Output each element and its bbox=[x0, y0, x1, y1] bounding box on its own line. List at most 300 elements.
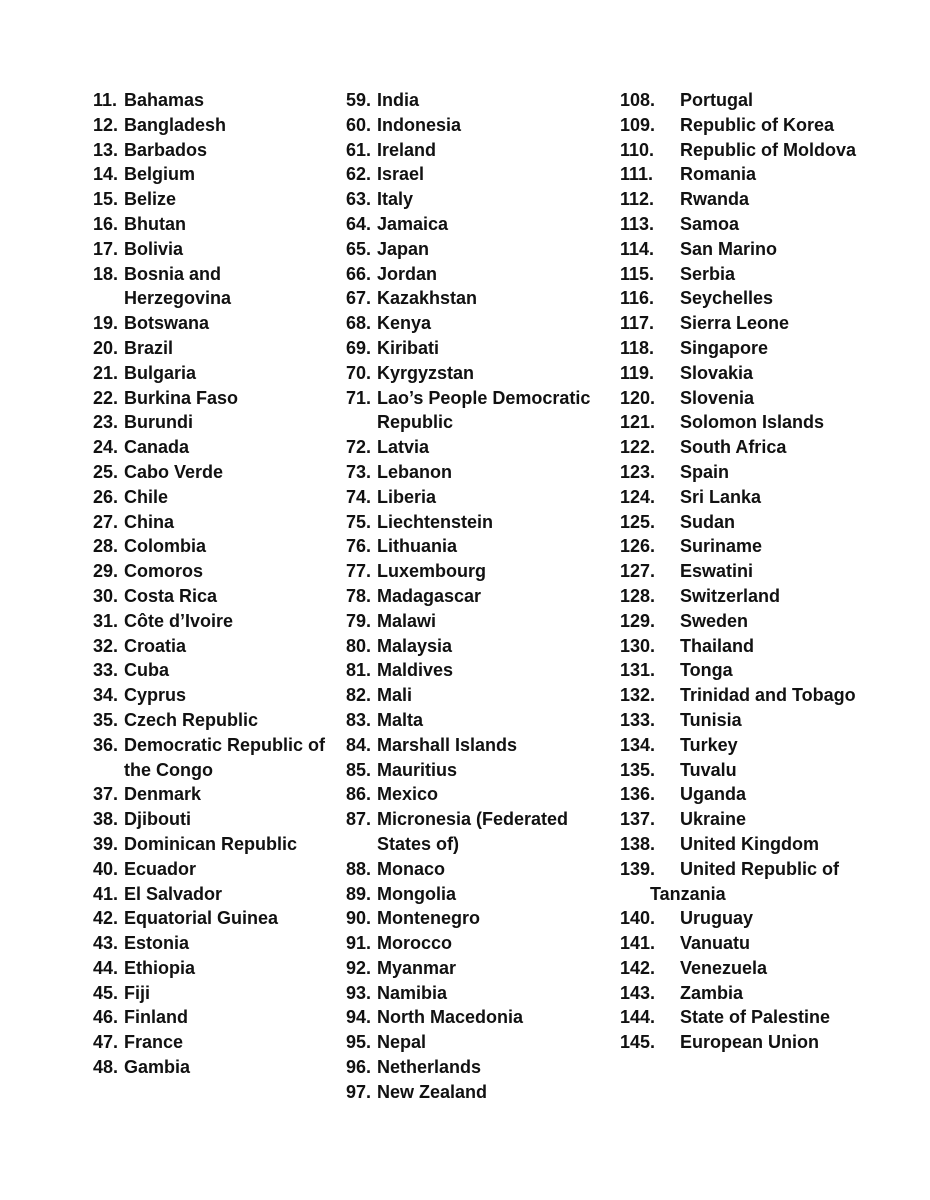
list-item bbox=[346, 1055, 606, 1080]
country-name: Costa Rica bbox=[124, 585, 218, 606]
list-item bbox=[93, 683, 333, 708]
list-item bbox=[346, 138, 606, 163]
country-name: Côte d’Ivoire bbox=[124, 610, 234, 631]
list-item bbox=[346, 906, 606, 931]
list-item bbox=[346, 336, 606, 361]
country-name: Tuvalu bbox=[680, 759, 737, 780]
item-number: 34. bbox=[93, 685, 119, 706]
list-item bbox=[346, 634, 606, 659]
country-name: Micronesia (Federated States of) bbox=[377, 809, 569, 854]
item-number: 80. bbox=[346, 635, 372, 656]
item-number: 43. bbox=[93, 933, 119, 954]
country-name: Seychelles bbox=[680, 288, 774, 309]
list-item bbox=[346, 683, 606, 708]
country-name: Barbados bbox=[124, 139, 208, 160]
country-name: Myanmar bbox=[377, 957, 457, 978]
list-item bbox=[620, 1030, 910, 1055]
country-name: Republic of Moldova bbox=[680, 139, 857, 160]
item-number: 93. bbox=[346, 982, 372, 1003]
list-item bbox=[620, 758, 910, 783]
item-number: 75. bbox=[346, 511, 372, 532]
item-number: 143. bbox=[620, 982, 656, 1003]
item-number: 141. bbox=[620, 933, 656, 954]
list-item bbox=[93, 485, 333, 510]
item-number: 115. bbox=[620, 263, 655, 284]
country-name: Ecuador bbox=[124, 858, 197, 879]
country-name: San Marino bbox=[680, 238, 778, 259]
list-item bbox=[346, 113, 606, 138]
country-name: Bhutan bbox=[124, 213, 186, 234]
country-name: Kenya bbox=[377, 313, 432, 334]
list-item bbox=[346, 286, 606, 311]
list-item bbox=[93, 708, 333, 733]
list-item bbox=[93, 956, 333, 981]
country-name: Turkey bbox=[680, 734, 738, 755]
item-number: 38. bbox=[93, 809, 119, 830]
country-name: Denmark bbox=[124, 784, 202, 805]
country-name: Namibia bbox=[377, 982, 448, 1003]
item-number: 47. bbox=[93, 1032, 119, 1053]
country-name: Lebanon bbox=[377, 461, 452, 482]
list-item bbox=[620, 782, 910, 807]
item-number: 39. bbox=[93, 833, 119, 854]
item-number: 96. bbox=[346, 1057, 372, 1078]
list-item bbox=[620, 510, 910, 535]
country-name: Bahamas bbox=[124, 90, 205, 110]
item-number: 86. bbox=[346, 784, 372, 805]
country-name: Zambia bbox=[680, 982, 744, 1003]
country-name: Tonga bbox=[680, 660, 733, 681]
item-number: 32. bbox=[93, 635, 119, 656]
country-name: Republic of Korea bbox=[680, 114, 835, 135]
list-item bbox=[346, 435, 606, 460]
list-item bbox=[620, 187, 910, 212]
country-name: Mali bbox=[377, 685, 413, 706]
item-number: 59. bbox=[346, 90, 372, 110]
country-name: Canada bbox=[124, 437, 190, 458]
list-item bbox=[346, 187, 606, 212]
country-name: Slovenia bbox=[680, 387, 755, 408]
country-name: Belize bbox=[124, 189, 177, 210]
list-item bbox=[346, 485, 606, 510]
country-name: Malta bbox=[377, 709, 424, 730]
list-item bbox=[620, 485, 910, 510]
item-number: 23. bbox=[93, 412, 119, 433]
item-number: 20. bbox=[93, 337, 119, 358]
item-number: 27. bbox=[93, 511, 119, 532]
list-item bbox=[93, 782, 333, 807]
country-name: Tunisia bbox=[680, 709, 742, 730]
item-number: 129. bbox=[620, 610, 656, 631]
country-name: Mauritius bbox=[377, 759, 458, 780]
list-item bbox=[93, 634, 333, 659]
item-number: 119. bbox=[620, 362, 655, 383]
country-name: Cyprus bbox=[124, 685, 187, 706]
list-item bbox=[93, 857, 333, 882]
list-item bbox=[346, 584, 606, 609]
list-item bbox=[346, 758, 606, 783]
list-item bbox=[93, 460, 333, 485]
list-item bbox=[620, 733, 910, 758]
item-number: 25. bbox=[93, 461, 119, 482]
country-name: Japan bbox=[377, 238, 430, 259]
item-number: 31. bbox=[93, 610, 119, 631]
country-name: Gambia bbox=[124, 1057, 191, 1078]
item-number: 79. bbox=[346, 610, 372, 631]
item-number: 11. bbox=[93, 90, 118, 110]
item-number: 42. bbox=[93, 908, 119, 929]
list-item bbox=[620, 634, 910, 659]
country-name: Monaco bbox=[377, 858, 446, 879]
country-name: Djibouti bbox=[124, 809, 191, 830]
item-number: 117. bbox=[620, 313, 655, 334]
item-number: 142. bbox=[620, 957, 656, 978]
item-number: 91. bbox=[346, 933, 372, 954]
country-list-column-1 bbox=[93, 88, 333, 1080]
item-number: 60. bbox=[346, 114, 372, 135]
country-name: Liberia bbox=[377, 486, 437, 507]
country-name: Switzerland bbox=[680, 585, 781, 606]
list-item bbox=[620, 262, 910, 287]
country-name: Morocco bbox=[377, 933, 453, 954]
item-number: 116. bbox=[620, 288, 655, 309]
list-item bbox=[93, 510, 333, 535]
country-name: Ireland bbox=[377, 139, 437, 160]
item-number: 94. bbox=[346, 1007, 372, 1028]
country-name: Ukraine bbox=[680, 809, 747, 830]
item-number: 90. bbox=[346, 908, 372, 929]
country-name: State of Palestine bbox=[680, 1007, 831, 1028]
list-item bbox=[346, 981, 606, 1006]
item-number: 132. bbox=[620, 685, 656, 706]
country-name: Dominican Republic bbox=[124, 833, 298, 854]
list-item bbox=[93, 534, 333, 559]
country-name: Sierra Leone bbox=[680, 313, 790, 334]
item-number: 35. bbox=[93, 709, 119, 730]
list-item bbox=[93, 262, 333, 312]
list-item bbox=[93, 386, 333, 411]
country-name: Jamaica bbox=[377, 213, 449, 234]
country-name: Trinidad and Tobago bbox=[680, 685, 856, 706]
country-name: Democratic Republic of the Congo bbox=[124, 734, 326, 780]
country-name: United Republic of Tanzania bbox=[650, 858, 839, 904]
list-item bbox=[346, 460, 606, 485]
country-name: Chile bbox=[124, 486, 169, 507]
list-item bbox=[620, 460, 910, 485]
country-name: Rwanda bbox=[680, 189, 750, 210]
country-name: El Salvador bbox=[124, 883, 223, 904]
item-number: 110. bbox=[620, 139, 655, 160]
list-item bbox=[620, 1005, 910, 1030]
item-number: 19. bbox=[93, 313, 119, 334]
list-item bbox=[620, 956, 910, 981]
list-item bbox=[346, 510, 606, 535]
country-name: Bangladesh bbox=[124, 114, 227, 135]
country-name: European Union bbox=[680, 1032, 819, 1053]
country-name: Belgium bbox=[124, 164, 196, 185]
item-number: 145. bbox=[620, 1032, 656, 1053]
list-item bbox=[93, 1055, 333, 1080]
list-item bbox=[93, 187, 333, 212]
item-number: 76. bbox=[346, 536, 372, 557]
list-item bbox=[620, 683, 910, 708]
list-item bbox=[346, 956, 606, 981]
list-item bbox=[620, 361, 910, 386]
country-name: Italy bbox=[377, 189, 414, 210]
item-number: 65. bbox=[346, 238, 372, 259]
list-item bbox=[93, 807, 333, 832]
list-item bbox=[620, 212, 910, 237]
country-name: France bbox=[124, 1032, 184, 1053]
country-name: Luxembourg bbox=[377, 561, 487, 582]
country-name: Bosnia and Herzegovina bbox=[124, 263, 232, 309]
country-name: Malaysia bbox=[377, 635, 453, 656]
item-number: 133. bbox=[620, 709, 656, 730]
item-number: 40. bbox=[93, 858, 119, 879]
country-name: South Africa bbox=[680, 437, 787, 458]
item-number: 48. bbox=[93, 1057, 119, 1078]
list-item bbox=[93, 609, 333, 634]
list-item bbox=[93, 584, 333, 609]
item-number: 111. bbox=[620, 164, 654, 185]
list-item bbox=[346, 1005, 606, 1030]
country-name: Colombia bbox=[124, 536, 207, 557]
country-name: Bulgaria bbox=[124, 362, 197, 383]
list-item bbox=[346, 733, 606, 758]
country-name: Ethiopia bbox=[124, 957, 195, 978]
list-item bbox=[620, 931, 910, 956]
item-number: 139. bbox=[620, 858, 656, 879]
item-number: 136. bbox=[620, 784, 656, 805]
list-item bbox=[346, 857, 606, 882]
country-name: Latvia bbox=[377, 437, 430, 458]
list-item bbox=[93, 237, 333, 262]
country-name: Comoros bbox=[124, 561, 204, 582]
country-name: Kyrgyzstan bbox=[377, 362, 475, 383]
country-name: Brazil bbox=[124, 337, 174, 358]
list-item bbox=[346, 782, 606, 807]
country-name: Sweden bbox=[680, 610, 749, 631]
item-number: 120. bbox=[620, 387, 656, 408]
item-number: 87. bbox=[346, 809, 372, 830]
list-item bbox=[620, 559, 910, 584]
list-item bbox=[346, 1030, 606, 1055]
list-item bbox=[93, 1030, 333, 1055]
item-number: 46. bbox=[93, 1007, 119, 1028]
country-name: Netherlands bbox=[377, 1057, 482, 1078]
country-name: Uruguay bbox=[680, 908, 754, 929]
item-number: 41. bbox=[93, 883, 119, 904]
list-item bbox=[346, 386, 606, 436]
item-number: 73. bbox=[346, 461, 372, 482]
item-number: 77. bbox=[346, 561, 372, 582]
list-item bbox=[346, 361, 606, 386]
country-name: China bbox=[124, 511, 175, 532]
item-number: 36. bbox=[93, 734, 119, 755]
country-name: Bolivia bbox=[124, 238, 184, 259]
item-number: 37. bbox=[93, 784, 119, 805]
list-item bbox=[620, 832, 910, 857]
item-number: 134. bbox=[620, 734, 656, 755]
list-item bbox=[346, 559, 606, 584]
list-item bbox=[93, 559, 333, 584]
country-name: Romania bbox=[680, 164, 757, 185]
item-number: 74. bbox=[346, 486, 372, 507]
list-item bbox=[346, 807, 606, 857]
country-list-column-2 bbox=[346, 88, 606, 1105]
list-item bbox=[620, 981, 910, 1006]
list-item bbox=[620, 584, 910, 609]
item-number: 15. bbox=[93, 189, 119, 210]
country-name: Fiji bbox=[124, 982, 150, 1003]
item-number: 70. bbox=[346, 362, 372, 383]
country-name: Cuba bbox=[124, 660, 169, 681]
item-number: 123. bbox=[620, 461, 656, 482]
country-list-column-3 bbox=[620, 88, 910, 1055]
list-item bbox=[346, 534, 606, 559]
item-number: 131. bbox=[620, 660, 656, 681]
country-name: Vanuatu bbox=[680, 933, 751, 954]
country-name: Lao’s People Democratic Republic bbox=[377, 387, 591, 433]
item-number: 18. bbox=[93, 263, 119, 284]
country-name: Montenegro bbox=[377, 908, 480, 929]
list-item bbox=[93, 88, 333, 113]
country-name: Samoa bbox=[680, 213, 740, 234]
country-name: Israel bbox=[377, 164, 425, 185]
country-name: Kiribati bbox=[377, 337, 440, 358]
item-number: 124. bbox=[620, 486, 656, 507]
item-number: 69. bbox=[346, 337, 372, 358]
list-item bbox=[93, 212, 333, 237]
item-number: 21. bbox=[93, 362, 119, 383]
list-item bbox=[346, 609, 606, 634]
list-item bbox=[346, 262, 606, 287]
item-number: 81. bbox=[346, 660, 372, 681]
item-number: 72. bbox=[346, 437, 372, 458]
item-number: 33. bbox=[93, 660, 119, 681]
list-item bbox=[620, 435, 910, 460]
item-number: 64. bbox=[346, 213, 372, 234]
country-name: Estonia bbox=[124, 933, 190, 954]
list-item bbox=[620, 286, 910, 311]
item-number: 68. bbox=[346, 313, 372, 334]
item-number: 88. bbox=[346, 858, 372, 879]
country-name: Equatorial Guinea bbox=[124, 908, 279, 929]
country-name: Spain bbox=[680, 461, 730, 482]
item-number: 109. bbox=[620, 114, 656, 135]
list-item bbox=[346, 212, 606, 237]
item-number: 95. bbox=[346, 1032, 372, 1053]
list-item bbox=[346, 162, 606, 187]
list-item bbox=[620, 386, 910, 411]
list-item bbox=[620, 138, 910, 163]
item-number: 112. bbox=[620, 189, 655, 210]
list-item bbox=[620, 88, 910, 113]
country-name: Serbia bbox=[680, 263, 736, 284]
country-name: Finland bbox=[124, 1007, 188, 1028]
country-name: Malawi bbox=[377, 610, 437, 631]
item-number: 28. bbox=[93, 536, 119, 557]
list-item bbox=[93, 658, 333, 683]
list-item bbox=[620, 807, 910, 832]
item-number: 29. bbox=[93, 561, 119, 582]
item-number: 24. bbox=[93, 437, 119, 458]
country-name: Lithuania bbox=[377, 536, 457, 557]
list-item bbox=[620, 534, 910, 559]
item-number: 63. bbox=[346, 189, 372, 210]
item-number: 45. bbox=[93, 982, 119, 1003]
item-number: 16. bbox=[93, 213, 119, 234]
list-item bbox=[93, 832, 333, 857]
item-number: 13. bbox=[93, 139, 119, 160]
item-number: 26. bbox=[93, 486, 119, 507]
country-name: Botswana bbox=[124, 313, 210, 334]
country-name: Burundi bbox=[124, 412, 193, 433]
country-name: Eswatini bbox=[680, 561, 754, 582]
list-item bbox=[346, 88, 606, 113]
item-number: 22. bbox=[93, 387, 119, 408]
country-name: India bbox=[377, 90, 420, 110]
country-name: Uganda bbox=[680, 784, 747, 805]
list-item bbox=[346, 658, 606, 683]
country-name: Jordan bbox=[377, 263, 438, 284]
item-number: 17. bbox=[93, 238, 119, 259]
list-item bbox=[93, 361, 333, 386]
country-name: Maldives bbox=[377, 660, 454, 681]
item-number: 144. bbox=[620, 1007, 656, 1028]
list-item bbox=[346, 708, 606, 733]
item-number: 127. bbox=[620, 561, 656, 582]
list-item bbox=[620, 857, 910, 907]
country-name: New Zealand bbox=[377, 1081, 488, 1102]
item-number: 82. bbox=[346, 685, 372, 706]
country-name: Madagascar bbox=[377, 585, 482, 606]
list-item bbox=[93, 162, 333, 187]
item-number: 71. bbox=[346, 387, 372, 408]
list-item bbox=[620, 336, 910, 361]
item-number: 130. bbox=[620, 635, 656, 656]
item-number: 14. bbox=[93, 164, 119, 185]
item-number: 67. bbox=[346, 288, 372, 309]
list-item bbox=[620, 162, 910, 187]
country-name: Suriname bbox=[680, 536, 763, 557]
list-item bbox=[93, 981, 333, 1006]
list-item bbox=[93, 906, 333, 931]
list-item bbox=[620, 708, 910, 733]
item-number: 113. bbox=[620, 213, 655, 234]
item-number: 140. bbox=[620, 908, 656, 929]
item-number: 85. bbox=[346, 759, 372, 780]
list-item bbox=[93, 931, 333, 956]
item-number: 125. bbox=[620, 511, 656, 532]
country-name: Mexico bbox=[377, 784, 439, 805]
list-item bbox=[93, 113, 333, 138]
list-item bbox=[346, 1080, 606, 1105]
list-item bbox=[620, 658, 910, 683]
list-item bbox=[93, 435, 333, 460]
item-number: 66. bbox=[346, 263, 372, 284]
list-item bbox=[620, 237, 910, 262]
item-number: 44. bbox=[93, 957, 119, 978]
country-name: Burkina Faso bbox=[124, 387, 239, 408]
item-number: 126. bbox=[620, 536, 656, 557]
country-name: Slovakia bbox=[680, 362, 754, 383]
list-item bbox=[620, 609, 910, 634]
list-item bbox=[620, 311, 910, 336]
list-item bbox=[93, 733, 333, 783]
list-item bbox=[93, 410, 333, 435]
item-number: 122. bbox=[620, 437, 656, 458]
